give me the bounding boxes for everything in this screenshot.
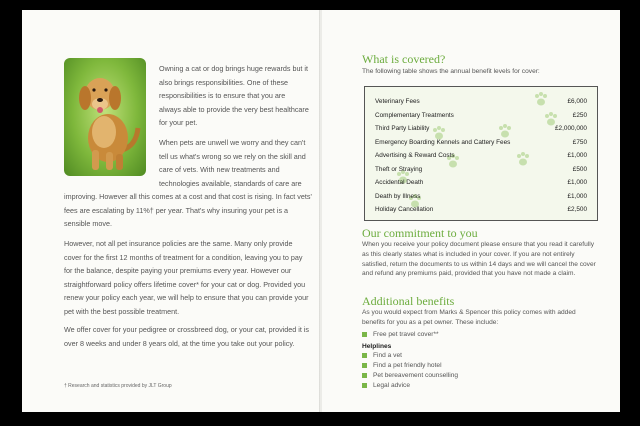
list-item bbox=[362, 372, 458, 379]
table-row bbox=[375, 98, 587, 105]
benefit-label: Veterinary Fees bbox=[375, 98, 420, 105]
helplines-label: Helplines bbox=[362, 343, 392, 350]
vets-paragraph-continued: improving. However all this comes at a cost and that cost is rising. In fact vets' fees are escalating by 11%† per year. That's why insuring your pet is a sensible move. bbox=[64, 192, 312, 229]
benefit-value: £2,000,000 bbox=[555, 125, 587, 132]
table-row bbox=[375, 193, 587, 200]
benefit-value: £250 bbox=[572, 111, 587, 119]
list-item bbox=[362, 382, 410, 389]
bullet-square-icon bbox=[362, 383, 367, 388]
commitment-body: When you receive your policy document please ensure that you read it carefully as this clearly states what is included in your cover. If you are not entirely satisfied, return the documents to us within 14 days and we will cancel the cover and refund any premiums paid, provided that you have not made a claim. bbox=[362, 241, 596, 278]
table-row bbox=[375, 125, 587, 132]
what-covered-heading: What is covered? bbox=[362, 52, 446, 66]
benefit-value: £2,500 bbox=[567, 206, 587, 213]
benefit-value: £750 bbox=[572, 138, 587, 146]
table-row bbox=[375, 179, 587, 186]
table-row bbox=[375, 112, 587, 119]
list-item bbox=[362, 352, 402, 359]
commitment-heading: Our commitment to you bbox=[362, 226, 478, 240]
benefit-value: £1,000 bbox=[567, 179, 587, 186]
benefit-value: £6,000 bbox=[567, 98, 587, 105]
bullet-square-icon bbox=[362, 363, 367, 368]
benefit-value: £1,000 bbox=[567, 192, 587, 200]
right-page bbox=[322, 10, 620, 412]
bullet-square-icon bbox=[362, 332, 367, 337]
list-item-label: Free pet travel cover** bbox=[373, 331, 439, 338]
benefit-label: Advertising & Reward Costs bbox=[375, 152, 455, 159]
benefit-label: Death by Illness bbox=[375, 192, 421, 200]
list-item-label: Pet bereavement counselling bbox=[373, 372, 459, 379]
list-item bbox=[362, 331, 439, 338]
additional-benefits-body: As you would expect from Marks & Spencer this policy comes with added benefits for you as a pet owner. These include: bbox=[362, 309, 576, 326]
dog-photo bbox=[64, 58, 146, 176]
bullet-square-icon bbox=[362, 373, 367, 378]
benefit-table bbox=[364, 86, 598, 221]
table-row bbox=[375, 166, 587, 173]
benefit-label: Accidental Death bbox=[375, 179, 424, 186]
benefit-value: £500 bbox=[572, 165, 587, 173]
table-row bbox=[375, 152, 587, 159]
left-page bbox=[22, 10, 320, 412]
benefit-label: Complementary Treatments bbox=[375, 111, 454, 119]
list-item-label: Find a pet friendly hotel bbox=[373, 362, 442, 369]
additional-benefits-heading: Additional benefits bbox=[362, 294, 455, 308]
list-item-label: Legal advice bbox=[373, 382, 411, 389]
what-covered-intro: The following table shows the annual benefit levels for cover: bbox=[362, 68, 540, 75]
table-row bbox=[375, 206, 587, 213]
table-row bbox=[375, 139, 587, 146]
benefit-label: Theft or Straying bbox=[375, 165, 423, 173]
vets-paragraph-wrap: When pets are unwell we worry and they can't tell us what's wrong so we rely on the skill and care of vets. With new treatments and technologies available, standards of care are bbox=[159, 138, 306, 188]
bullet-square-icon bbox=[362, 353, 367, 358]
benefit-label: Holiday Cancellation bbox=[375, 206, 434, 213]
eligibility-paragraph: We offer cover for your pedigree or crossbreed dog, or your cat, provided it is over 8 weeks and under 8 years old, at the time you take out your policy. bbox=[64, 325, 310, 348]
benefit-label: Emergency Boarding Kennels and Cattery Fees bbox=[375, 138, 511, 146]
intro-paragraph: Owning a cat or dog brings huge rewards but it also brings responsibilities. One of these responsibilities is to ensure that you are always able to provide the very best healthcare for your pet. bbox=[159, 64, 309, 128]
policies-paragraph: However, not all pet insurance policies are the same. Many only provide cover for the first 12 months of treatment for a condition, leaving you to pay for the balance, despite paying your premiums every year. However our straightforward policy offers lifetime cover* for your cat or dog. Provided you renew your policy each year, we will help to ensure that you can provide your pet with the best possible treatment. bbox=[64, 239, 309, 316]
footnote: † Research and statistics provided by JLT Group bbox=[64, 383, 172, 389]
list-item-label: Find a vet bbox=[373, 352, 402, 359]
list-item bbox=[362, 362, 442, 369]
benefit-label: Third Party Liability bbox=[375, 125, 430, 132]
benefit-value: £1,000 bbox=[567, 152, 587, 159]
